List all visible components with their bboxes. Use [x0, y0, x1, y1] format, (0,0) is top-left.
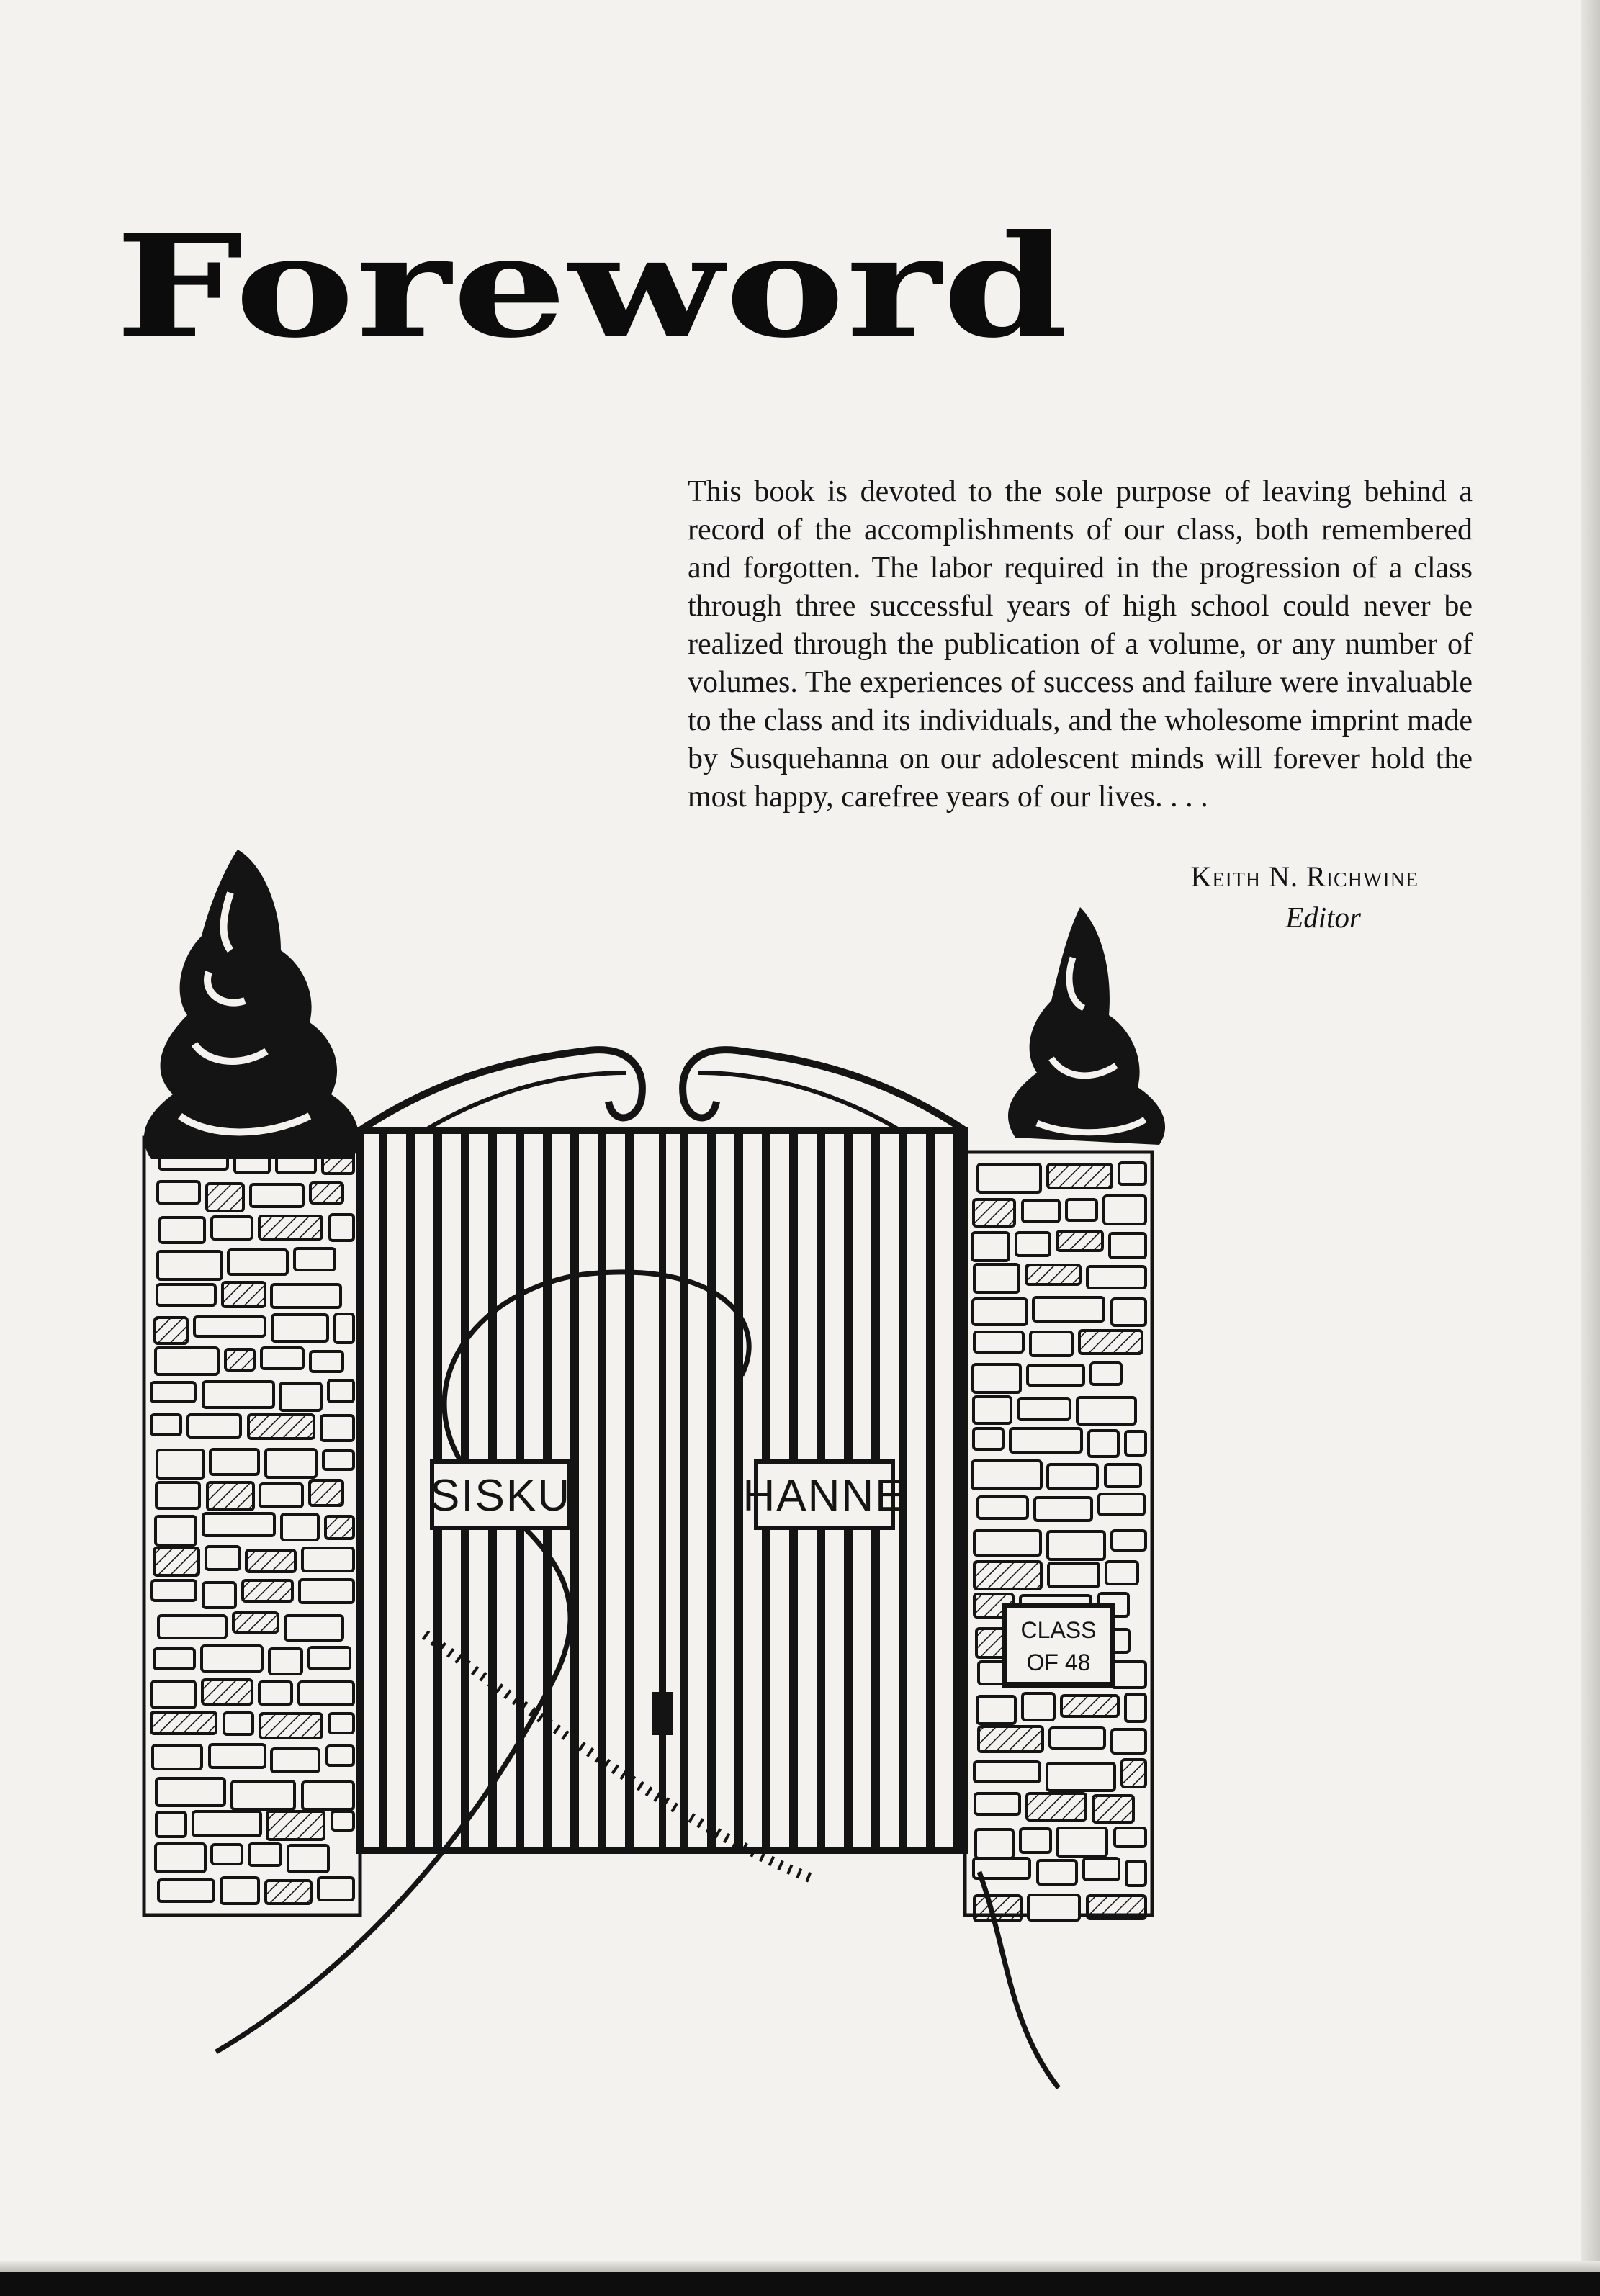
- pillar-stone: [151, 1382, 195, 1402]
- pillar-stone: [271, 1284, 341, 1307]
- signature-role: Editor: [1285, 901, 1361, 934]
- pillar-stone: [1099, 1494, 1144, 1515]
- pillar-stone: [1016, 1233, 1050, 1256]
- pillar-stone: [1057, 1828, 1107, 1856]
- pillar-stone: [1027, 1793, 1086, 1820]
- pillar-stone: [974, 1896, 1021, 1921]
- pillar-stone: [974, 1397, 1011, 1423]
- pillar-stone: [1079, 1331, 1142, 1354]
- pillar-stone: [203, 1382, 274, 1408]
- pillar-stone: [974, 1562, 1041, 1589]
- pillar-stone: [1125, 1431, 1146, 1455]
- pillar-stone: [973, 1299, 1027, 1325]
- pillar-stone: [318, 1878, 354, 1900]
- gate-sign-right: [742, 1462, 906, 1528]
- pillar-stone: [1047, 1763, 1115, 1791]
- pillar-stone: [269, 1649, 302, 1674]
- pillar-stone: [221, 1878, 259, 1904]
- pillar-stone: [266, 1449, 316, 1477]
- svg-text:HANNE: HANNE: [742, 1471, 907, 1521]
- pillar-stone: [272, 1315, 328, 1341]
- pillar-stone: [223, 1282, 265, 1307]
- pillar-stone: [285, 1616, 343, 1640]
- pillar-stone: [193, 1811, 261, 1836]
- pillar-stone: [1023, 1200, 1059, 1222]
- pillar-stone: [212, 1845, 242, 1864]
- pillar-stone: [210, 1449, 259, 1475]
- pillar-stone: [1119, 1163, 1146, 1184]
- pillar-stone: [224, 1713, 253, 1734]
- foreword-paragraph: This book is devoted to the sole purpose of leaving behind a record of the accomplishments of our class, both remembered and forgotten. The labor required in the progression of a class through three successful years of high school could never be realized through the publication of a volume, or any number of volumes. The experiences of success and failure were invaluable to the class and its individuals, and the wholesome imprint made by Susquehanna on our adolescent minds will forever hold the most happy, carefree years of our lives. . . .: [688, 475, 1473, 814]
- pillar-stone: [1077, 1397, 1136, 1424]
- pillar-stone: [1050, 1728, 1105, 1748]
- pillar-stone: [251, 1184, 303, 1207]
- pillar-stone: [259, 1216, 322, 1239]
- pillar-stone: [302, 1782, 354, 1809]
- pillar-stone: [328, 1380, 354, 1402]
- pillar-stone: [302, 1548, 354, 1571]
- pillar-stone: [210, 1744, 265, 1768]
- pillar-stone: [1023, 1693, 1054, 1720]
- pillar-stone: [1105, 1464, 1141, 1487]
- page-edge-right: [1581, 0, 1600, 2296]
- pillar-stone: [158, 1880, 214, 1901]
- pillar-stone: [974, 1264, 1019, 1292]
- gate-sign-left: [430, 1462, 571, 1528]
- pillar-stone: [1026, 1265, 1080, 1284]
- pillar-stone: [1093, 1796, 1133, 1822]
- pillar-stone: [271, 1749, 319, 1772]
- pillar-stone: [325, 1516, 354, 1539]
- svg-text:CLASS: CLASS: [1020, 1617, 1097, 1643]
- pillar-stone: [975, 1793, 1020, 1814]
- pillar-stone: [260, 1714, 322, 1738]
- pillar-stone: [152, 1681, 195, 1708]
- pillar-stone: [1057, 1231, 1102, 1251]
- pillar-stone: [1020, 1829, 1051, 1852]
- pillar-stone: [151, 1712, 216, 1734]
- pillar-stone: [158, 1251, 222, 1279]
- pillar-stone: [1126, 1861, 1146, 1886]
- pillar-stone: [260, 1484, 302, 1507]
- pillar-stone: [155, 1318, 187, 1343]
- signature-name: Keith N. Richwine: [1190, 860, 1419, 893]
- pillar-stone: [232, 1781, 295, 1809]
- pillar-stone: [203, 1583, 235, 1608]
- pillar-stone: [1048, 1563, 1099, 1587]
- pillar-stone: [249, 1844, 281, 1865]
- pillar-stone: [295, 1248, 335, 1270]
- pillar-stone: [266, 1881, 311, 1904]
- pillar-stone: [979, 1726, 1043, 1752]
- pillar-stone: [243, 1580, 292, 1601]
- pillar-stone: [153, 1745, 202, 1769]
- pillar-stone: [202, 1680, 252, 1704]
- pillar-stone: [188, 1415, 241, 1437]
- right-pillar: [965, 1152, 1152, 1921]
- pillar-stone: [1112, 1531, 1146, 1550]
- pillar-stone: [248, 1415, 314, 1439]
- pillar-stone: [261, 1348, 303, 1369]
- pillar-stone: [1084, 1858, 1119, 1880]
- pillar-stone: [1028, 1895, 1079, 1920]
- pillar-stone: [1048, 1164, 1112, 1188]
- pillar-stone: [1112, 1729, 1146, 1753]
- pillar-stone: [1030, 1332, 1072, 1356]
- pillar-stone: [1087, 1266, 1146, 1288]
- pillar-stone: [321, 1415, 354, 1441]
- pillar-stone: [1010, 1428, 1082, 1452]
- pillar-stone: [974, 1332, 1023, 1352]
- pillar-stone: [309, 1647, 350, 1669]
- pillar-stone: [974, 1762, 1040, 1782]
- pillar-stone: [259, 1682, 292, 1704]
- pillar-stone: [152, 1580, 196, 1601]
- pillar-stone: [327, 1746, 354, 1765]
- pillar-stone: [977, 1696, 1015, 1724]
- gate-illustration: [122, 828, 1188, 2110]
- pillar-stone: [974, 1428, 1003, 1449]
- page-edge-bottom-highlight: [0, 2261, 1600, 2272]
- pillar-stone: [280, 1383, 321, 1410]
- pillar-stone: [202, 1646, 262, 1671]
- pillar-stone: [267, 1811, 324, 1840]
- pillar-stone: [194, 1317, 265, 1336]
- pillar-stone: [1106, 1562, 1138, 1584]
- pillar-stone: [154, 1649, 194, 1669]
- pillar-stone: [156, 1482, 199, 1508]
- pillar-stone: [246, 1550, 295, 1572]
- pillar-stone: [330, 1215, 354, 1241]
- pillar-stone: [1091, 1363, 1121, 1385]
- pillar-stone: [207, 1482, 253, 1510]
- pillar-stone: [158, 1181, 199, 1203]
- pillar-stone: [160, 1217, 205, 1243]
- svg-text:OF 48: OF 48: [1026, 1649, 1091, 1675]
- pillar-stone: [299, 1682, 354, 1705]
- pillar-stone: [1028, 1365, 1084, 1385]
- pillar-stone: [310, 1480, 343, 1505]
- gate-lock: [652, 1692, 673, 1735]
- left-shrub: [144, 850, 359, 1159]
- pillar-stone: [1112, 1299, 1146, 1325]
- pillar-stone: [1061, 1696, 1118, 1716]
- pillar-stone: [1122, 1760, 1146, 1787]
- pillar-stone: [1125, 1694, 1146, 1721]
- pillar-stone: [978, 1164, 1041, 1192]
- pillar-stone: [300, 1580, 354, 1603]
- pillar-stone: [1104, 1196, 1146, 1224]
- pillar-stone: [156, 1812, 186, 1837]
- pillar-stone: [212, 1217, 252, 1239]
- pillar-stone: [1018, 1399, 1070, 1419]
- pillar-stone: [1035, 1498, 1092, 1521]
- pillar-stone: [1048, 1464, 1097, 1489]
- pillar-stone: [1087, 1896, 1146, 1919]
- pillar-stone: [156, 1778, 225, 1806]
- pillar-stone: [203, 1513, 274, 1536]
- pillar-stone: [233, 1613, 278, 1632]
- svg-text:SISKU: SISKU: [429, 1471, 572, 1521]
- pillar-stone: [156, 1348, 218, 1374]
- pillar-stone: [335, 1314, 354, 1343]
- pillar-stone: [972, 1233, 1009, 1261]
- pillar-stone: [1089, 1431, 1118, 1457]
- pillar-stone: [154, 1548, 199, 1575]
- class-plaque: [1005, 1606, 1113, 1685]
- pillar-stone: [976, 1829, 1013, 1858]
- pillar-stone: [1066, 1199, 1097, 1220]
- pillar-stone: [1115, 1828, 1146, 1847]
- pillar-stone: [156, 1516, 196, 1545]
- pillar-stone: [1112, 1662, 1146, 1688]
- pillar-stone: [1033, 1297, 1104, 1321]
- right-shrub: [1008, 907, 1165, 1145]
- pillar-stone: [1110, 1233, 1146, 1258]
- page-title: Foreword: [115, 203, 1070, 369]
- pillar-stone: [329, 1714, 354, 1733]
- pillar-stone: [1038, 1860, 1077, 1884]
- pillar-stone: [323, 1451, 354, 1469]
- pillar-stone: [310, 1183, 343, 1203]
- pillar-stone: [157, 1450, 204, 1478]
- pillar-stone: [157, 1284, 215, 1305]
- pillar-stone: [332, 1811, 354, 1830]
- pillar-stone: [978, 1497, 1028, 1518]
- left-pillar: [144, 1138, 360, 1915]
- pillar-stone: [158, 1616, 226, 1638]
- pillar-stone: [1048, 1531, 1105, 1559]
- pillar-stone: [206, 1547, 240, 1570]
- pillar-stone: [288, 1845, 328, 1872]
- pillar-stone: [156, 1844, 205, 1872]
- pillar-stone: [973, 1364, 1020, 1392]
- pillar-stone: [225, 1349, 254, 1370]
- pillar-stone: [282, 1514, 318, 1540]
- pillar-stone: [974, 1531, 1041, 1555]
- pillar-stone: [974, 1199, 1015, 1226]
- pillar-stone: [151, 1415, 181, 1435]
- pillar-stone: [228, 1250, 287, 1274]
- pillar-stone: [972, 1461, 1041, 1489]
- page-edge-bottom: [0, 2272, 1600, 2296]
- pillar-stone: [310, 1351, 343, 1372]
- pillar-stone: [207, 1184, 243, 1211]
